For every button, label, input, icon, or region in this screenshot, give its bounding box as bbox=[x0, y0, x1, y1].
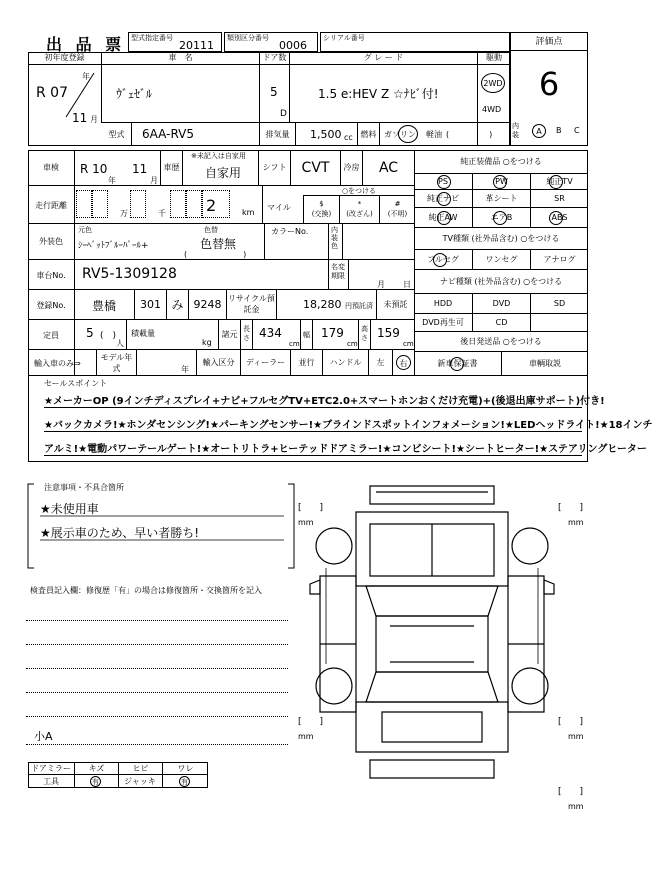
doors-cell bbox=[260, 65, 290, 123]
reg-kana: み bbox=[166, 290, 188, 320]
mile-unknown: # (不明) bbox=[379, 196, 415, 224]
history-cell bbox=[182, 150, 258, 186]
class-no-label: 類別区分番号 bbox=[227, 34, 269, 42]
cm-unit: cm bbox=[347, 340, 358, 348]
ac-label: 冷房 bbox=[340, 150, 362, 186]
shift-label: シフト bbox=[258, 150, 290, 186]
sales-line: ★メーカーOP (9インチディスプレイ+ナビ+フルセグTV+ETC2.0+スマートホンおくだけ充電)+(後退出庫サポート)付き! bbox=[44, 392, 582, 408]
dealer-option: ディーラー bbox=[240, 350, 290, 376]
legend-cell: ワレ bbox=[162, 762, 208, 788]
equip-circle bbox=[493, 175, 507, 189]
grade-cell bbox=[290, 65, 478, 123]
inspector-line bbox=[26, 692, 288, 693]
legend-cell: ジャッキ bbox=[124, 777, 156, 786]
km-unit: km bbox=[242, 208, 255, 217]
handle-left: 左 bbox=[368, 350, 392, 376]
inspector-line bbox=[26, 744, 288, 745]
interior-a: A bbox=[532, 124, 546, 138]
recycle-cell bbox=[276, 290, 376, 320]
model-type: 6AA-RV5 bbox=[132, 123, 260, 146]
history-note: ※未記入は自家用 bbox=[191, 152, 246, 160]
recycle-not: 未預託 bbox=[376, 290, 414, 320]
displacement-cell bbox=[296, 123, 358, 146]
car-name-cell bbox=[102, 65, 260, 123]
fuel-gas-circle bbox=[398, 125, 418, 143]
inspector-line bbox=[26, 620, 288, 621]
paint-value: 色替無 bbox=[200, 237, 237, 251]
score-value: 6 bbox=[538, 65, 560, 103]
cd-label: CD bbox=[472, 314, 530, 332]
wheel-front-right bbox=[512, 528, 548, 564]
doors-value: 5 bbox=[270, 85, 278, 99]
inspector-line bbox=[26, 644, 288, 645]
name-change-day: 日 bbox=[403, 280, 411, 289]
recycle-label: リサイクル預託金 bbox=[226, 290, 276, 320]
sales-label: セールスポイント bbox=[44, 379, 108, 388]
model-year-unit: 年 bbox=[181, 365, 189, 374]
wheel-rear-left bbox=[316, 668, 352, 704]
equip-title: 純正装備品 ○をつける bbox=[414, 150, 588, 174]
fuel-label: 燃料 bbox=[358, 123, 380, 146]
name-change-month: 月 bbox=[377, 280, 385, 289]
paint-label: 色替 bbox=[204, 226, 218, 234]
tv-item: アナログ bbox=[530, 250, 588, 270]
handle-label: ハンドル bbox=[322, 350, 368, 376]
dvd-label: DVD再生可 bbox=[414, 314, 472, 332]
displacement-value: 1,500 bbox=[310, 128, 342, 141]
color-label: 外装色 bbox=[39, 237, 63, 246]
equip-circle bbox=[549, 175, 563, 189]
drive-cell bbox=[478, 65, 510, 123]
name-change-cell bbox=[348, 260, 414, 290]
tire-bracket: [ ] bbox=[558, 717, 584, 727]
car-name-label: 車 名 bbox=[102, 52, 260, 65]
mile-label: マイル bbox=[267, 203, 291, 212]
man-unit: 万 bbox=[120, 209, 128, 218]
circle-note: ○をつける bbox=[303, 186, 415, 196]
history-label: 車歴 bbox=[160, 150, 182, 186]
drive-2wd: 2WD bbox=[481, 73, 505, 93]
reg-label: 登録No. bbox=[36, 301, 66, 310]
width-label: 幅 bbox=[300, 320, 312, 350]
inspector-label: 検査員記入欄：修復歴「有」の場合は修復箇所・交換箇所を記入 bbox=[30, 586, 262, 595]
recycle-value: 18,280 bbox=[303, 298, 342, 311]
length-cell bbox=[252, 320, 300, 350]
month-unit: 月 bbox=[90, 115, 98, 124]
capacity-label: 定員 bbox=[43, 331, 59, 340]
recycle-unit: 円預託済 bbox=[345, 302, 373, 310]
reg-area: 豊橋 bbox=[92, 299, 117, 313]
serial-box bbox=[320, 32, 510, 52]
equip-circle bbox=[437, 211, 451, 225]
name-change-label: 名変期限 bbox=[328, 260, 348, 290]
navi-item: HDD bbox=[414, 294, 472, 314]
height-value: 159 bbox=[377, 326, 400, 340]
equip-circle bbox=[437, 192, 451, 206]
doors-label: ドア数 bbox=[260, 52, 290, 65]
page-title: 出 品 票 bbox=[46, 35, 126, 54]
navi-item: SD bbox=[530, 294, 588, 314]
mileage-digit bbox=[186, 190, 202, 218]
mileage-digit bbox=[76, 190, 92, 218]
later-item: 新車保証書 bbox=[437, 359, 478, 368]
mileage-digit bbox=[202, 190, 230, 218]
history-value: 自家用 bbox=[205, 166, 242, 180]
later-item: 車輌取説 bbox=[501, 352, 588, 376]
interior-color-cell bbox=[342, 224, 414, 260]
tire-bracket: [ ] bbox=[558, 787, 584, 797]
navi-title: ナビ種類 (社外品含む) ○をつける bbox=[414, 270, 588, 294]
legend-cell: キズ bbox=[74, 762, 118, 788]
sales-line: アルミ!★電動パワーテールゲート!★オートリトラ+ヒーテッドドアミラー!★コンビシート!★シートヒーター!★ステアリングヒーター bbox=[44, 440, 582, 456]
orig-color: ｼｰﾍﾞｯﾄﾌﾞﾙｰﾊﾟｰﾙ+ bbox=[78, 241, 149, 251]
mm-unit: mm bbox=[568, 732, 584, 741]
inspection-month: 11 bbox=[132, 162, 148, 176]
tire-bracket: [ ] bbox=[298, 717, 324, 727]
mm-unit: mm bbox=[568, 518, 584, 527]
import-class-label: 輸入区分 bbox=[196, 350, 240, 376]
legend-cell: ドアミラー bbox=[31, 764, 71, 773]
fuel-other: ( ) bbox=[446, 130, 493, 139]
length-value: 434 bbox=[259, 326, 282, 340]
interior-cell bbox=[510, 118, 588, 146]
inspection-year-unit: 年 bbox=[108, 176, 116, 185]
year-unit: 年 bbox=[82, 72, 90, 81]
interior-label: 内装 bbox=[512, 122, 519, 139]
orig-color-label: 元色 bbox=[78, 226, 92, 234]
grade-value: 1.5 e:HEV Z ☆ﾅﾋﾞ付! bbox=[318, 87, 439, 101]
wheel-rear-right bbox=[512, 668, 548, 704]
serial-label: シリアル番号 bbox=[323, 34, 365, 42]
color-no-label: カラーNo. bbox=[264, 224, 328, 260]
mm-unit: mm bbox=[298, 732, 314, 741]
model-type-label: 型式 bbox=[102, 123, 132, 146]
inspection-month-unit: 月 bbox=[150, 176, 158, 185]
equip-item: 純正ナビ bbox=[414, 190, 472, 208]
legend-cell: 有 bbox=[92, 778, 99, 786]
tv-item: ワンセグ bbox=[472, 250, 530, 270]
equip-circle bbox=[493, 211, 507, 225]
first-reg-year: R 07 bbox=[36, 85, 68, 101]
interior-c: C bbox=[574, 126, 580, 135]
first-reg-label: 初年度登録 bbox=[28, 52, 102, 65]
length-label: 長さ bbox=[240, 320, 252, 350]
car-diagram bbox=[300, 476, 564, 796]
later-title: 後日発送品 ○をつける bbox=[414, 332, 588, 352]
sen-unit: 千 bbox=[158, 209, 166, 218]
displacement-label: 排気量 bbox=[260, 123, 296, 146]
legend-cell: 工具 bbox=[43, 777, 59, 786]
legend-cell: 有 bbox=[181, 778, 188, 786]
mile-tampered: * (改ざん) bbox=[339, 196, 379, 224]
score-label: 評価点 bbox=[511, 33, 587, 51]
model-no-label: 型式指定番号 bbox=[131, 34, 173, 42]
fuel-gas: ガソリン bbox=[384, 130, 416, 139]
equip-circle bbox=[549, 211, 563, 225]
mile-exchange: $ (交換) bbox=[303, 196, 339, 224]
grade-label: グ レ ー ド bbox=[290, 52, 478, 65]
notes-label: 注意事項・不具合箇所 bbox=[44, 483, 124, 492]
cm-unit: cm bbox=[289, 340, 300, 348]
height-cell bbox=[370, 320, 414, 350]
equip-item: ABS bbox=[530, 208, 588, 228]
door-type: D bbox=[280, 109, 287, 119]
capacity-paren: ( ) bbox=[100, 331, 117, 341]
import-label: 輸入車のみ⇒ bbox=[34, 359, 81, 368]
class-no: 0006 bbox=[279, 39, 307, 52]
person-unit: 人 bbox=[116, 339, 124, 348]
tire-bracket: [ ] bbox=[298, 503, 324, 513]
equip-item: 革シート bbox=[472, 190, 530, 208]
fuel-cell bbox=[380, 123, 493, 146]
fuel-diesel: 軽油 bbox=[426, 130, 442, 139]
cc-unit: cc bbox=[344, 133, 353, 142]
equip-item: エアB bbox=[472, 208, 530, 228]
mm-unit: mm bbox=[298, 518, 314, 527]
navi-blank bbox=[530, 314, 588, 332]
drive-4wd: 4WD bbox=[482, 105, 502, 114]
mileage-value: 2 bbox=[206, 196, 217, 215]
capacity-value: 5 bbox=[86, 326, 94, 340]
shift-value: CVT bbox=[290, 150, 340, 186]
tv-circle bbox=[433, 253, 447, 267]
car-name: ｳﾞｪｾﾞﾙ bbox=[116, 87, 153, 101]
handle-right-cell bbox=[392, 350, 414, 376]
tire-bracket: [ ] bbox=[558, 503, 584, 513]
sales-line: ★バックカメラ!★ホンダセンシング!★パーキングセンサー!★ブラインドスポットインフォメーション!★LEDヘッドライト!★18インチ bbox=[44, 416, 582, 432]
inspection-value: R 10 bbox=[80, 162, 108, 176]
reg-class: 301 bbox=[134, 290, 166, 320]
legend-cell: ヒビ bbox=[118, 762, 162, 788]
equip-item: PW bbox=[472, 174, 530, 190]
interior-color-label: 内装色 bbox=[328, 224, 342, 260]
dims-label: 諸元 bbox=[218, 320, 240, 350]
mm-unit: mm bbox=[568, 802, 584, 811]
mile-cell bbox=[262, 186, 414, 224]
cm-unit: cm bbox=[403, 340, 414, 348]
model-no-box bbox=[128, 32, 222, 52]
handle-right: 右 bbox=[396, 355, 411, 370]
load-label: 積載量 bbox=[126, 320, 218, 350]
inspection-label: 車検 bbox=[43, 163, 59, 172]
equip-item: PS bbox=[414, 174, 472, 190]
chassis-label: 車台No. bbox=[36, 271, 66, 280]
equip-item: 純正AW bbox=[414, 208, 472, 228]
notes-line: ★展示車のため、早い者勝ち! bbox=[40, 526, 200, 540]
front-bumper bbox=[370, 486, 494, 504]
navi-item: DVD bbox=[472, 294, 530, 314]
drive-label: 駆動 bbox=[478, 52, 510, 65]
first-reg-month: 11 bbox=[72, 111, 88, 125]
model-year-label: モデル年式 bbox=[96, 350, 136, 376]
equip-item: SR bbox=[530, 190, 588, 208]
mileage-digit bbox=[92, 190, 108, 218]
mileage-digits bbox=[76, 190, 262, 220]
tv-item: フルセグ bbox=[414, 250, 472, 270]
mileage-label: 走行距離 bbox=[35, 201, 67, 210]
equip-circle bbox=[437, 175, 451, 189]
width-value: 179 bbox=[321, 326, 344, 340]
later-circle bbox=[450, 357, 464, 371]
parallel-option: 並行 bbox=[290, 350, 322, 376]
model-year-cell bbox=[136, 350, 196, 376]
inspector-line bbox=[26, 716, 288, 717]
interior-b: B bbox=[556, 126, 562, 135]
model-no: 20111 bbox=[179, 39, 214, 52]
paint-paren: ( ) bbox=[184, 250, 247, 259]
mileage-digit bbox=[130, 190, 146, 218]
first-reg-cell bbox=[28, 65, 102, 123]
height-label: 高さ bbox=[358, 320, 370, 350]
notes-line: ★未使用車 bbox=[40, 502, 99, 516]
width-cell bbox=[312, 320, 358, 350]
equip-item: 純正TV bbox=[530, 174, 588, 190]
chassis-value: RV5-1309128 bbox=[82, 266, 177, 282]
wheel-front-left bbox=[316, 528, 352, 564]
tv-title: TV種類 (社外品含む) ○をつける bbox=[414, 228, 588, 250]
inspector-line bbox=[26, 668, 288, 669]
mileage-digit bbox=[170, 190, 186, 218]
kg-unit: kg bbox=[202, 338, 212, 347]
reg-num: 9248 bbox=[188, 290, 226, 320]
inspector-signature: 小A bbox=[34, 730, 53, 743]
ac-value: AC bbox=[362, 150, 414, 186]
class-no-box bbox=[224, 32, 318, 52]
